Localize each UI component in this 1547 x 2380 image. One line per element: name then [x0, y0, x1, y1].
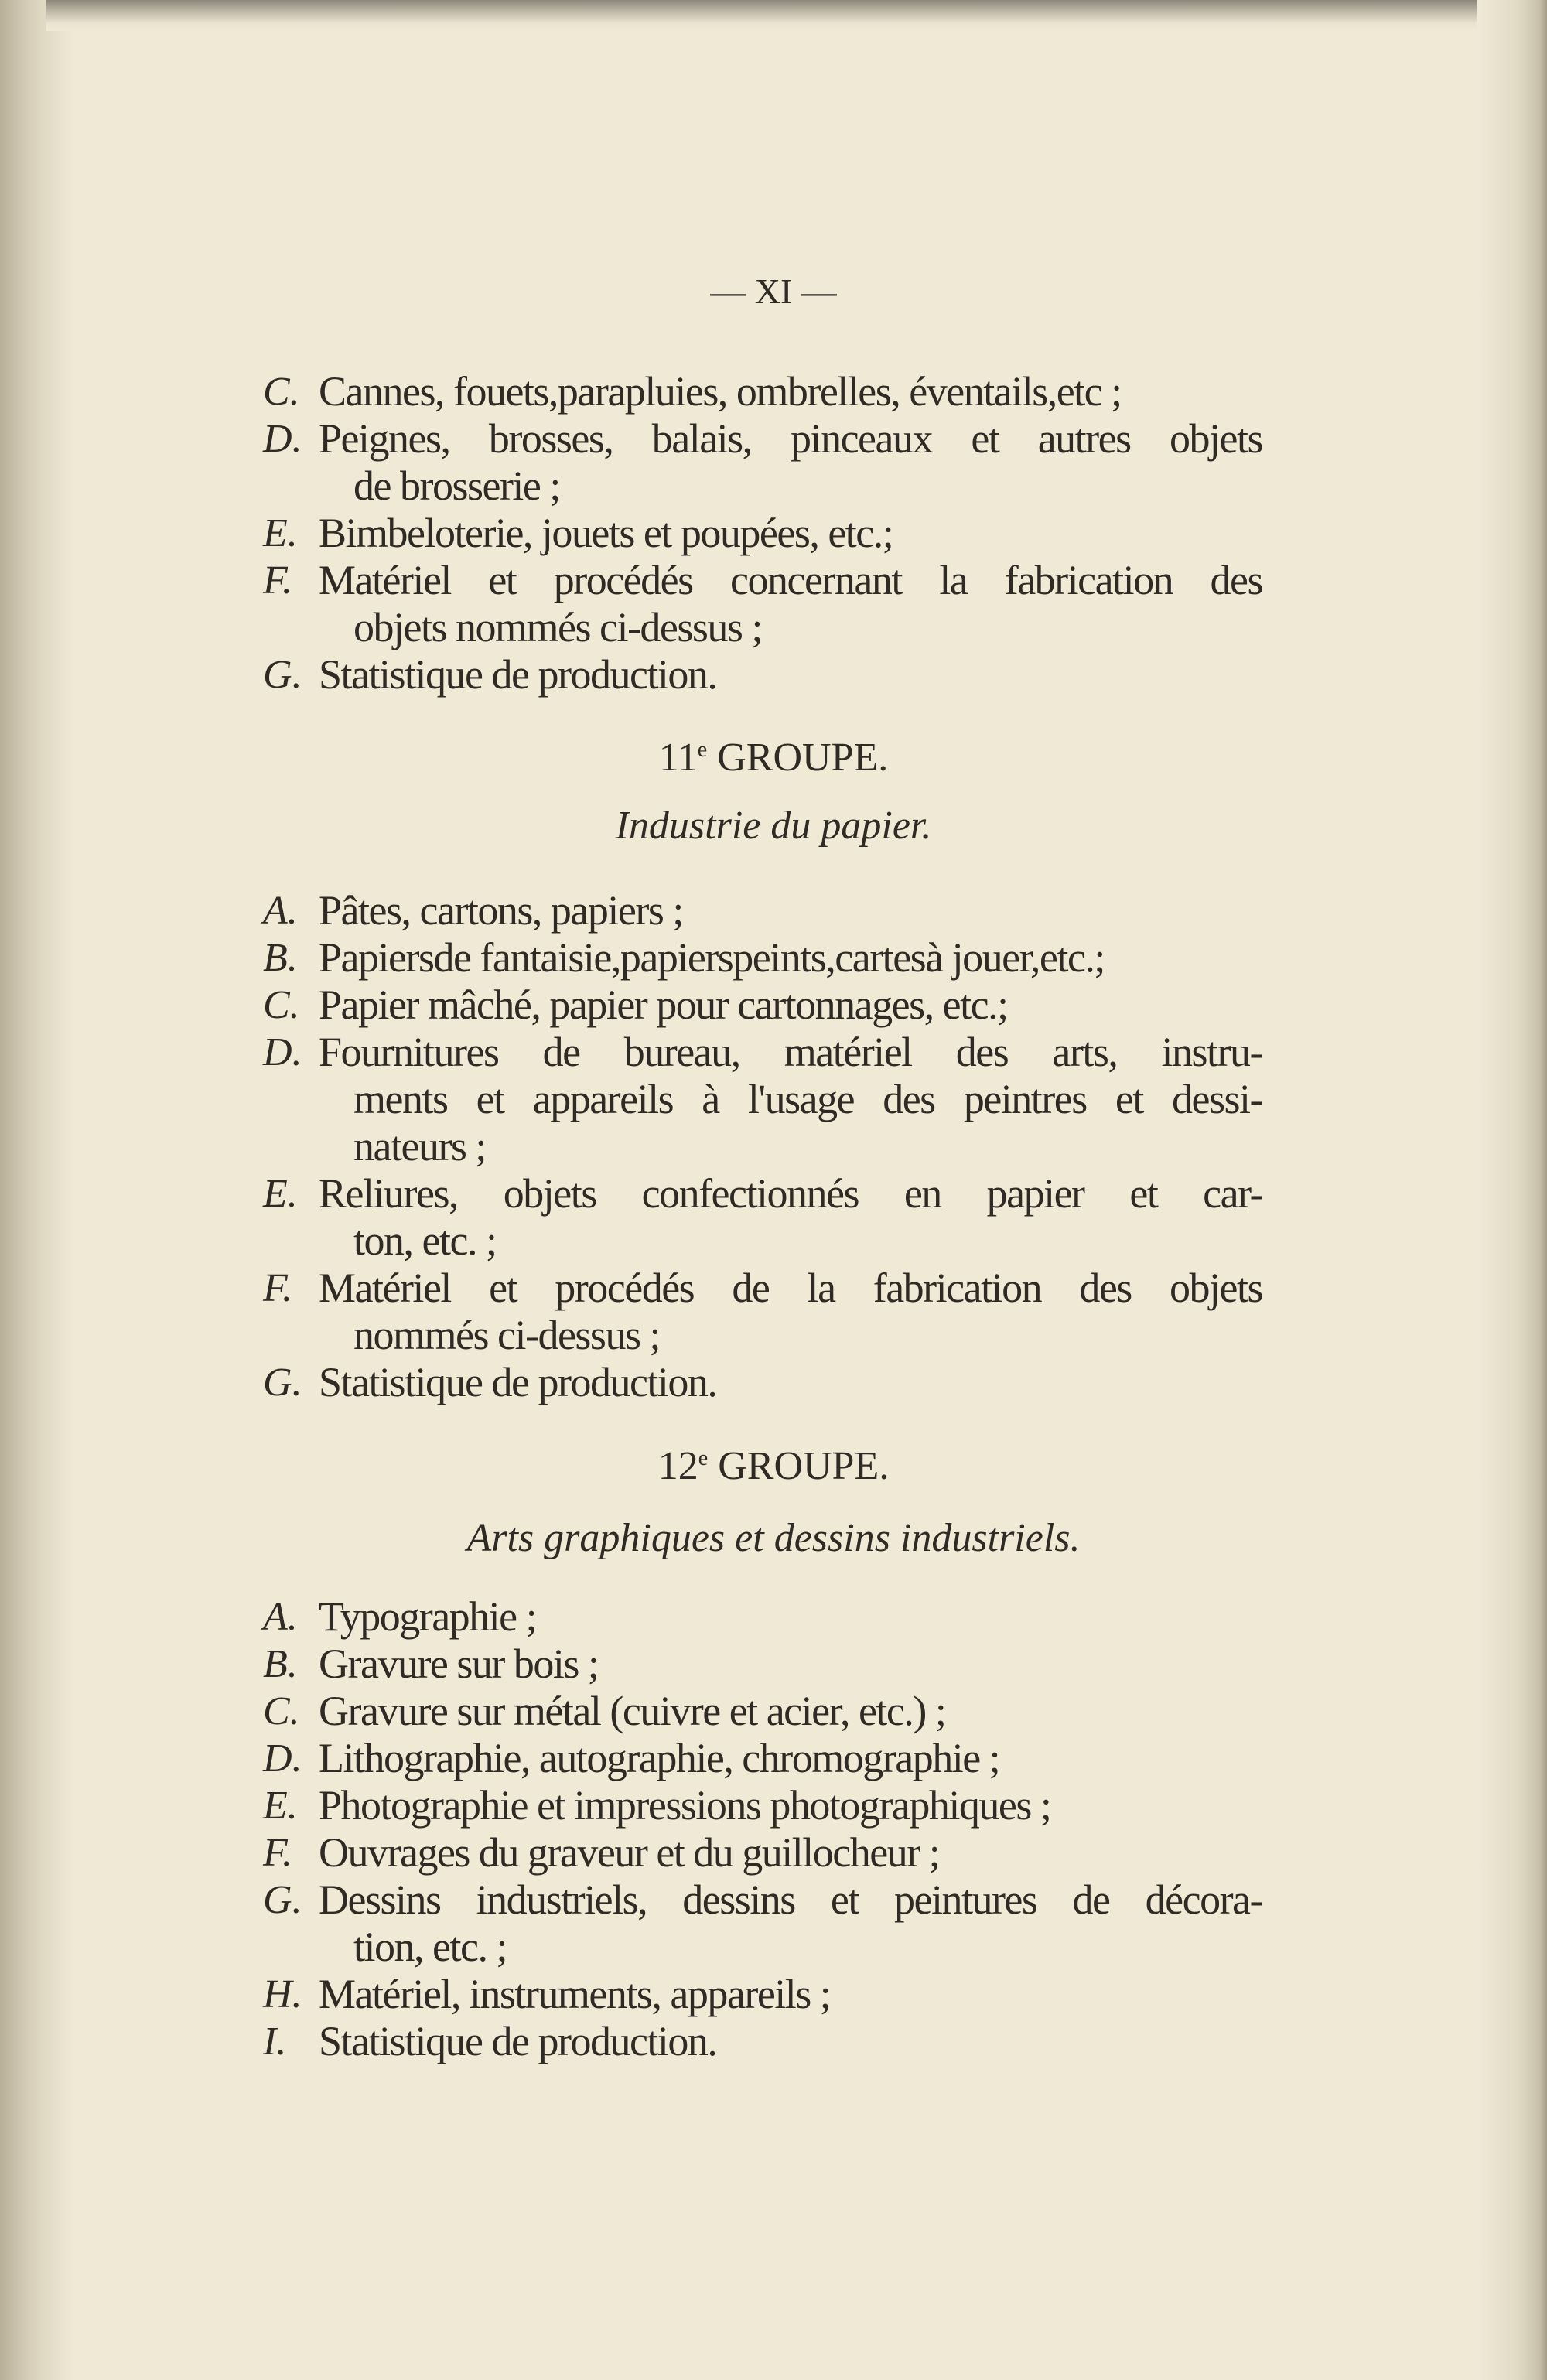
item-text-line: objets nommés ci-dessus ;	[353, 604, 762, 650]
list-item	[263, 1829, 1262, 1876]
section-list-continued	[263, 368, 1262, 698]
book-binding-shadow	[0, 0, 73, 2380]
item-letter: G.	[263, 1878, 302, 1922]
group-label: GROUPE.	[708, 1444, 890, 1488]
item-text-line: Pâtes, cartons, papiers ;	[319, 887, 683, 934]
group-12-heading	[0, 1443, 1547, 1489]
item-letter: H.	[263, 1972, 302, 2016]
item-letter: D.	[263, 1736, 302, 1781]
group-suffix: e	[697, 738, 708, 762]
item-letter: G.	[263, 653, 302, 697]
item-letter: I.	[263, 2020, 287, 2064]
list-item	[263, 887, 1262, 934]
item-text-line: Statistique de production.	[319, 651, 717, 698]
page-top-edge	[46, 0, 1547, 31]
item-text-line: ton, etc. ;	[353, 1217, 497, 1264]
item-text-line: tion, etc. ;	[353, 1924, 507, 1970]
item-text-line: Peignes, brosses, balais, pinceaux et autres objets	[319, 415, 1262, 462]
list-item	[263, 1593, 1262, 1641]
item-text-line: Typographie ;	[319, 1593, 537, 1640]
item-letter: G.	[263, 1361, 302, 1405]
item-text-line: Statistique de production.	[319, 1359, 717, 1405]
list-item	[263, 1971, 1262, 2018]
item-letter: C.	[263, 1689, 300, 1733]
list-item	[263, 1688, 1262, 1735]
group-label: GROUPE.	[707, 736, 889, 780]
list-item	[263, 934, 1262, 982]
list-item	[263, 510, 1262, 557]
item-letter: D.	[263, 417, 302, 461]
item-text-line: Fournitures de bureau, matériel des arts, instru-	[319, 1029, 1262, 1075]
item-text-line: Cannes, fouets,parapluies, ombrelles, éventails,etc ;	[319, 368, 1122, 415]
group-11-heading	[0, 735, 1547, 780]
page-number: — XI —	[710, 271, 837, 311]
group-number: 11	[658, 736, 698, 780]
item-text-line: Ouvrages du graveur et du guillocheur ;	[319, 1829, 940, 1876]
item-letter: E.	[263, 511, 298, 555]
item-letter: F.	[263, 1831, 293, 1875]
list-item	[263, 1265, 1262, 1359]
item-letter: B.	[263, 1642, 298, 1686]
item-letter: A.	[263, 889, 298, 933]
item-text-line: Lithographie, autographie, chromographie ;	[319, 1735, 1000, 1781]
item-letter: E.	[263, 1172, 298, 1216]
section-list-group-11	[263, 887, 1262, 1406]
list-item	[263, 1029, 1262, 1170]
list-item	[263, 651, 1262, 698]
item-text-line: Gravure sur bois ;	[319, 1641, 599, 1687]
item-text-line: Papiersde fantaisie,papierspeints,cartesà jouer,etc.;	[319, 934, 1105, 981]
item-letter: F.	[263, 1266, 293, 1310]
item-text-line: Bimbeloterie, jouets et poupées, etc.;	[319, 510, 893, 556]
group-suffix: e	[698, 1446, 709, 1470]
list-item	[263, 1170, 1262, 1265]
item-letter: F.	[263, 558, 293, 603]
section-list-group-12	[263, 1593, 1262, 2065]
item-text-line: Photographie et impressions photographiques ;	[319, 1782, 1051, 1829]
item-text-line: ments et appareils à l'usage des peintres et dessi-	[353, 1076, 1262, 1122]
list-item	[263, 557, 1262, 651]
item-text-line: Matériel, instruments, appareils ;	[319, 1971, 831, 2017]
item-letter: D.	[263, 1030, 302, 1074]
list-item	[263, 368, 1262, 415]
list-item	[263, 1782, 1262, 1829]
group-number: 12	[657, 1444, 698, 1488]
group-11-subtitle: Industrie du papier.	[615, 804, 932, 848]
list-item	[263, 415, 1262, 510]
group-12-subtitle: Arts graphiques et dessins industriels.	[466, 1516, 1081, 1560]
item-text-line: Matériel et procédés de la fabrication des objets	[319, 1265, 1262, 1311]
list-item	[263, 1359, 1262, 1406]
item-letter: B.	[263, 936, 298, 980]
list-item	[263, 2018, 1262, 2065]
list-item	[263, 1641, 1262, 1688]
item-text-line: nateurs ;	[353, 1123, 486, 1170]
item-letter: A.	[263, 1595, 298, 1639]
item-letter: C.	[263, 370, 300, 414]
list-item	[263, 1876, 1262, 1971]
item-text-line: Gravure sur métal (cuivre et acier, etc.) ;	[319, 1688, 946, 1734]
item-text-line: de brosserie ;	[353, 463, 560, 509]
list-item	[263, 1735, 1262, 1782]
item-text-line: nommés ci-dessus ;	[353, 1312, 660, 1358]
page-right-edge	[1477, 0, 1547, 2380]
item-text-line: Papier mâché, papier pour cartonnages, etc.;	[319, 982, 1008, 1028]
item-letter: E.	[263, 1784, 298, 1828]
item-text-line: Dessins industriels, dessins et peintures de décora-	[319, 1876, 1262, 1923]
item-text-line: Reliures, objets confectionnés en papier et car-	[319, 1170, 1262, 1217]
item-text-line: Matériel et procédés concernant la fabrication des	[319, 557, 1262, 603]
list-item	[263, 982, 1262, 1029]
item-text-line: Statistique de production.	[319, 2018, 717, 2064]
item-letter: C.	[263, 983, 300, 1027]
